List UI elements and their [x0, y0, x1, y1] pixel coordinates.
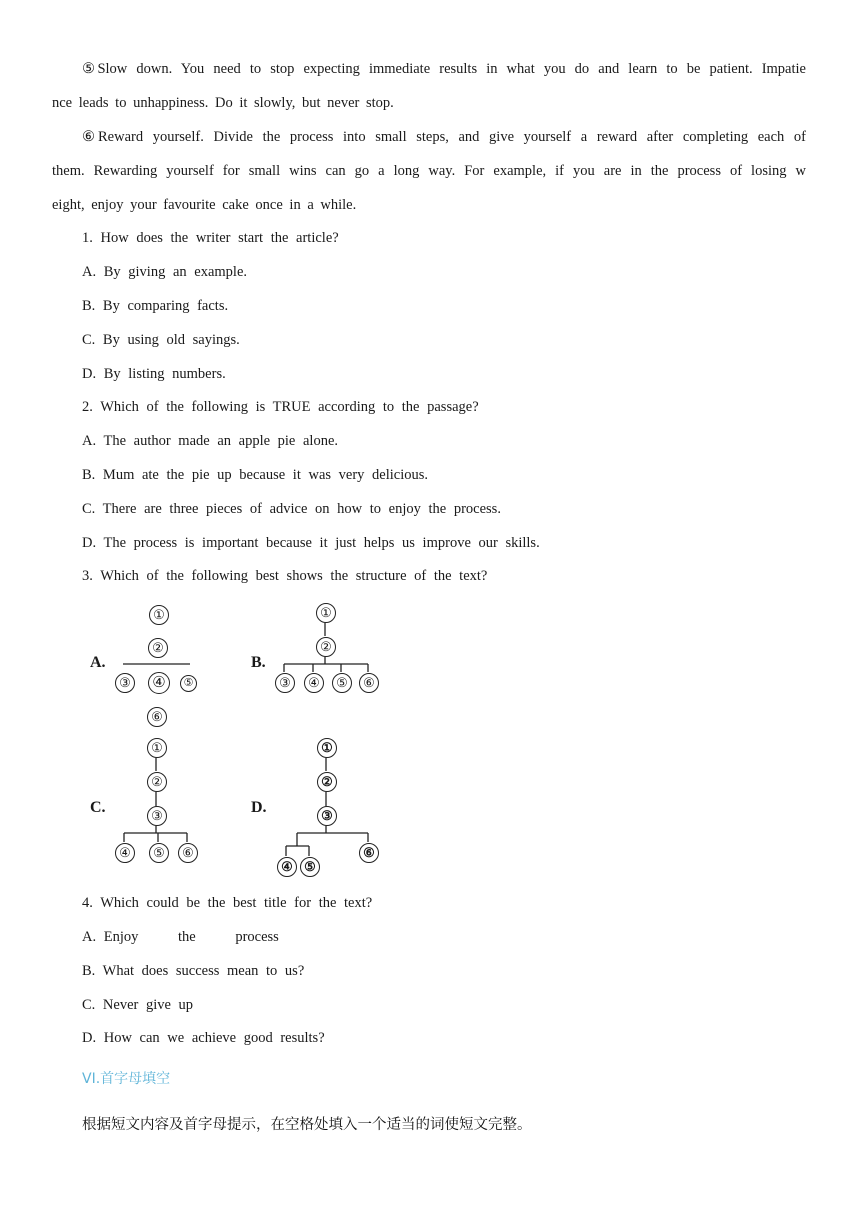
diagram-d-node-6: ⑥ [359, 843, 379, 863]
question-1-option-b: B. By comparing facts. [82, 298, 229, 314]
question-1-option-a: A. By giving an example. [82, 264, 248, 280]
diagram-a-node-5: ⑤ [180, 675, 197, 692]
diagram-d-node-1: ① [317, 738, 337, 758]
question-2-option-d: D. The process is important because it just helps us improve our skills. [82, 535, 540, 551]
diagram-b-node-5: ⑤ [332, 673, 352, 693]
question-4-option-a-word-1: A. Enjoy [82, 929, 139, 945]
paragraph-5-line-1: ⑤Slow down. You need to stop expecting immediate results in what you do and learn to be patient. Impatie [82, 61, 806, 77]
diagram-d-node-4: ④ [277, 857, 297, 877]
question-4-option-a-word-2: the [177, 929, 196, 945]
paragraph-6-line-1: ⑥Reward yourself. Divide the process into small steps, and give yourself a reward after completing each of [82, 129, 806, 145]
section-title: VI.首字母填空 [82, 1071, 171, 1087]
question-4-option-b: B. What does success mean to us? [82, 963, 305, 979]
question-1-option-d: D. By listing numbers. [82, 366, 226, 382]
diagram-d-node-3: ③ [317, 806, 337, 826]
option-c-label: C. [90, 799, 106, 816]
question-4-option-d: D. How can we achieve good results? [82, 1030, 325, 1046]
question-4-option-a [82, 929, 279, 946]
question-4-option-a-word-3: process [235, 929, 279, 945]
diagram-a-node-3: ③ [115, 673, 135, 693]
diagram-c-node-2: ② [147, 772, 167, 792]
diagram-a-node-4: ④ [148, 672, 170, 694]
question-2-option-c: C. There are three pieces of advice on how to enjoy the process. [82, 501, 501, 517]
diagram-a-node-1: ① [149, 605, 169, 625]
question-2-option-b: B. Mum ate the pie up because it was very delicious. [82, 467, 429, 483]
question-2-option-a: A. The author made an apple pie alone. [82, 433, 339, 449]
diagram-b-node-2: ② [316, 637, 336, 657]
paragraph-5-line-2: nce leads to unhappiness. Do it slowly, but never stop. [52, 95, 394, 111]
question-3-stem: 3. Which of the following best shows the structure of the text? [82, 568, 488, 584]
diagram-b-node-1: ① [316, 603, 336, 623]
diagram-c-node-5: ⑤ [149, 843, 169, 863]
diagram-b-node-3: ③ [275, 673, 295, 693]
question-2-stem: 2. Which of the following is TRUE according to the passage? [82, 399, 479, 415]
question-1-stem: 1. How does the writer start the article? [82, 230, 339, 246]
diagram-c-node-3: ③ [147, 806, 167, 826]
diagram-a-node-2: ② [148, 638, 168, 658]
option-b-label: B. [251, 654, 266, 671]
diagram-a-node-6: ⑥ [147, 707, 167, 727]
diagram-c-node-1: ① [147, 738, 167, 758]
question-1-option-c: C. By using old sayings. [82, 332, 240, 348]
diagram-b-node-4: ④ [304, 673, 324, 693]
question-4-stem: 4. Which could be the best title for the text? [82, 895, 373, 911]
paragraph-6-line-2: them. Rewarding yourself for small wins can go a long way. For example, if you are in the process of losing w [52, 163, 806, 179]
diagram-b-node-6: ⑥ [359, 673, 379, 693]
option-a-label: A. [90, 654, 106, 671]
option-d-label: D. [251, 799, 267, 816]
diagram-c-node-6: ⑥ [178, 843, 198, 863]
section-instruction: 根据短文内容及首字母提示，在空格处填入一个适当的词使短文完整。 [82, 1117, 532, 1133]
diagram-d-node-2: ② [317, 772, 337, 792]
diagram-d-node-5: ⑤ [300, 857, 320, 877]
diagram-c-node-4: ④ [115, 843, 135, 863]
paragraph-6-line-3: eight, enjoy your favourite cake once in a while. [52, 197, 357, 213]
question-4-option-c: C. Never give up [82, 997, 194, 1013]
